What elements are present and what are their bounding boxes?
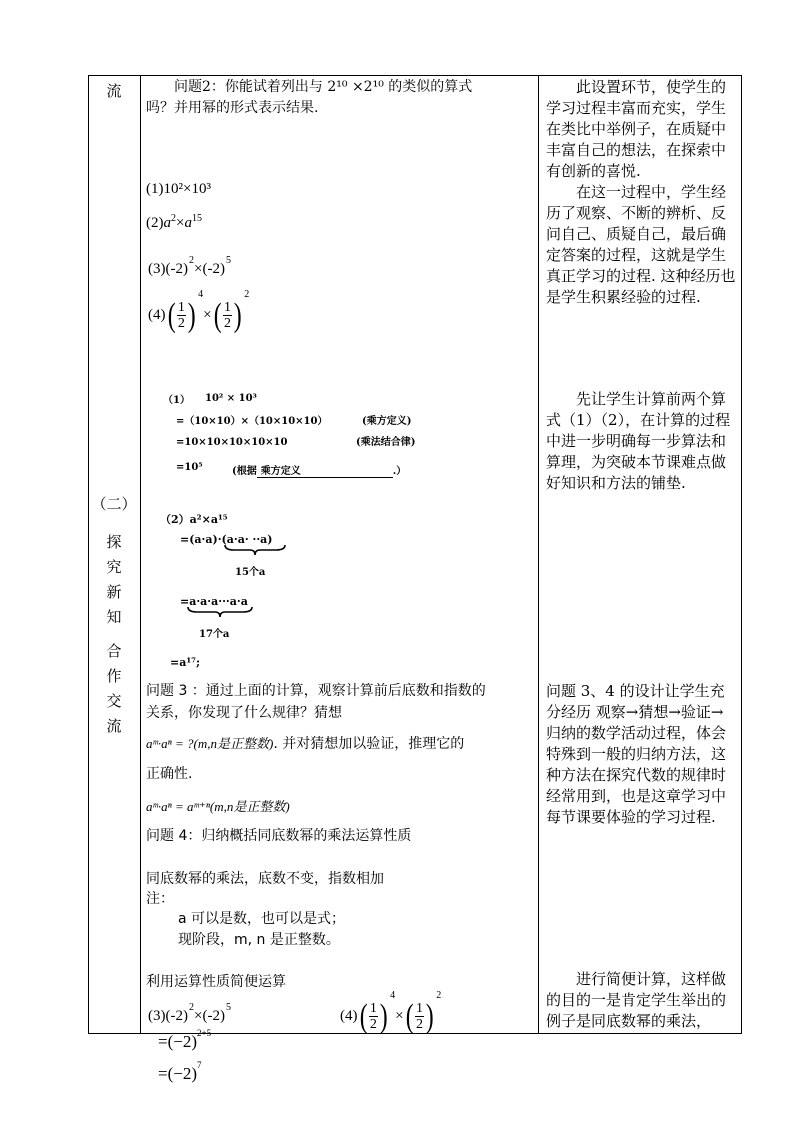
q3-formula-2: aᵐ·aⁿ = aᵐ⁺ⁿ(m,n是正整数) [146, 799, 290, 814]
q2-line-1: 问题2：你能试着列出与 2¹⁰ ×2¹⁰ 的类似的算式 [174, 79, 473, 95]
left-col-top-label: 流 [106, 82, 122, 100]
q3-formula: aᵐ·aⁿ = ?(m,n是正整数). 并对猜想加以验证，推理它的 [146, 736, 465, 752]
section-number: （二） [91, 495, 137, 513]
calc2-brace-2-label: 17个a [199, 629, 230, 640]
calc2-label: （2）a²×a¹⁵ [160, 513, 228, 526]
table-right-border [741, 76, 742, 1033]
q4-rule: 同底数幂的乘法，底数不变，指数相加 [146, 871, 384, 887]
q4-note-1: a 可以是数，也可以是式； [178, 911, 346, 927]
expr-1: (1)10²×10³ [146, 181, 211, 197]
section-char-8: 流 [106, 717, 122, 735]
calc2-line-2: =a·a·a···a·a [180, 595, 248, 608]
calc1-note-2: (乘法结合律) [356, 437, 416, 448]
section-char-7: 交 [106, 692, 122, 710]
calc2-brace-1 [224, 544, 286, 556]
q2-line-2: 吗？并用幂的形式表示结果. [146, 100, 319, 116]
right-para-4: 问题 3、4 的设计让学生充分经历 观察→猜想→验证→归纳的数学活动过程，体会特殊到一般的归纳方法，这种方法在探究代数的规律时经常用到，也是这章学习中每节课要体验的学习过程. [546, 682, 727, 826]
calc2-line-1: =(a·a)·(a·a· ··a) [180, 533, 273, 546]
right-para-3: 先让学生计算前两个算式（1）（2），在计算的过程中进一步明确每一步算法和算理，为突破本节课难点做好知识和方法的铺垫. [546, 390, 731, 492]
q3-line-4: 正确性. [146, 766, 193, 782]
column-divider-right [538, 76, 539, 1033]
expr-2: $(2)a^2\times a^{15}$ [146, 213, 202, 231]
section-char-6: 作 [106, 667, 122, 685]
calc2-brace-1-label: 15个a [235, 567, 266, 578]
q4-line-1: 问题 4：归纳概括同底数幂的乘法运算性质 [146, 828, 412, 844]
calc1-line-2: =10×10×10×10×10 [176, 437, 288, 448]
simplify-expr-4: (4)( $\frac{1}{2}$ )$^4$×( $\frac{1}{2}$ )$^2$ [340, 990, 442, 1035]
calc2-line-3: =a¹⁷; [170, 656, 201, 669]
simplify-title: 利用运算性质简便运算 [146, 974, 286, 990]
calc1-note-3: (根据 乘方定义 .） [232, 462, 406, 478]
section-char-2: 究 [106, 558, 122, 576]
expr-4: (4)( $\frac{1}{2}$ )$^4$×( $\frac{1}{2}$ )$^2$ [148, 289, 250, 334]
simplify-result-2: $=(-2)^7$ [158, 1060, 202, 1083]
right-para-2: 在这一过程中，学生经历了观察、不断的辨析、反问自己、质疑自己，最后确定答案的过程，这就是学生真正学习的过程. 这种经历也是学生积累经验的过程. [546, 183, 736, 306]
table-left-border [88, 76, 89, 1033]
section-char-4: 知 [106, 608, 122, 626]
section-char-1: 探 [106, 533, 122, 551]
section-char-3: 新 [106, 583, 122, 601]
simplify-expr-3: $(3)(-2)^2\times(-2)^5$ [148, 1002, 231, 1024]
q4-note-title: 注： [146, 891, 174, 907]
calc1-label: （1） [163, 395, 190, 406]
section-char-5: 合 [106, 642, 122, 660]
calc2-brace-2 [187, 606, 253, 618]
right-para-1: 此设置环节，使学生的学习过程丰富而充实，学生在类比中举例子，在质疑中丰富自己的想法，在探索中有创新的喜悦. [546, 78, 727, 180]
right-para-5: 进行简便计算，这样做的目的一是肯定学生举出的例子是同底数幂的乘法， [546, 970, 727, 1030]
column-divider-left [140, 76, 141, 1033]
calc1-line-1: =（10×10）×（10×10×10） [176, 416, 328, 427]
q3-line-2: 关系，你发现了什么规律？猜想 [146, 705, 342, 721]
q3-line-1: 问题 3 ：通过上面的计算，观察计算前后底数和指数的 [146, 683, 486, 699]
expr-3: $(3)(-2)^2\times(-2)^5$ [148, 255, 231, 277]
calc1-line-0: 10² × 10³ [205, 393, 257, 404]
simplify-result-1: $=(-2)^{2+5}$ [158, 1028, 212, 1051]
calc1-note-1: (乘方定义) [362, 416, 412, 427]
q4-note-2: 现阶段，m, n 是正整数。 [178, 932, 340, 948]
calc1-line-3: =10⁵ [176, 462, 203, 473]
